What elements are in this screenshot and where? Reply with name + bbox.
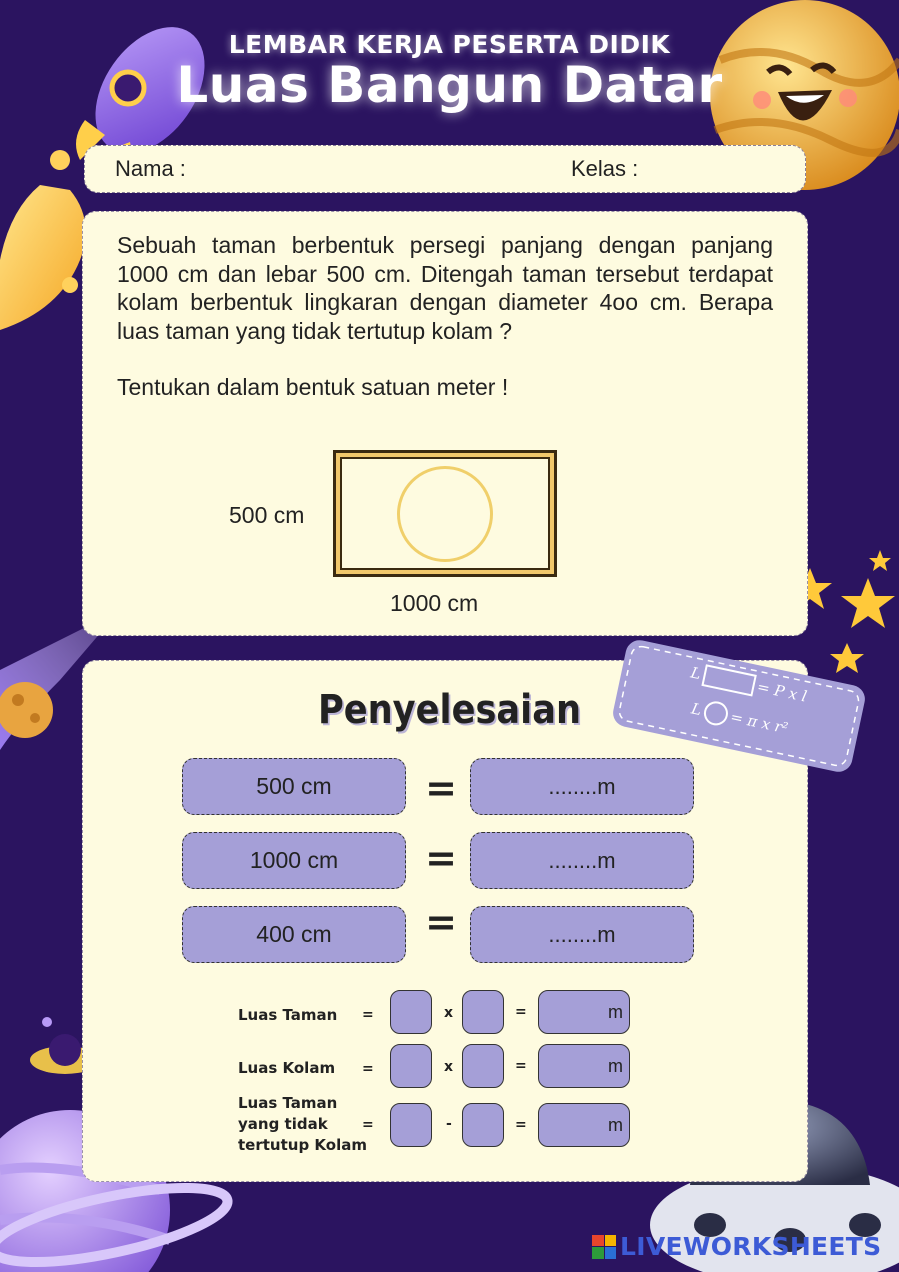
garden-area-unit: m <box>608 1001 623 1022</box>
conversion-answer-input-2[interactable] <box>470 832 694 889</box>
conversion-answer-text-3: ........m <box>548 921 616 947</box>
pond-circle <box>397 466 493 562</box>
uncovered-area-unit: m <box>608 1114 623 1135</box>
pond-area-result-input[interactable] <box>538 1044 630 1088</box>
watermark-text: LIVEWORKSHEETS <box>620 1232 882 1261</box>
rect-area-symbol: L <box>689 663 703 684</box>
uncovered-first-input[interactable] <box>390 1103 432 1147</box>
conversion-answer-text-2: ........m <box>548 847 616 873</box>
conversion-answer-input-3[interactable] <box>470 906 694 963</box>
calc-label-line-2: yang tidak <box>238 1115 328 1133</box>
liveworksheets-logo-icon <box>592 1235 616 1259</box>
problem-statement: Sebuah taman berbentuk persegi panjang dengan panjang 1000 cm dan lebar 500 cm. Ditengah taman tersebut terdapat kolam berbentuk lingkaran dengan diameter 4oo cm. Berapa luas taman yang tidak tertutup kolam ? <box>117 232 773 344</box>
calc-label-garden-area: Luas Taman <box>238 1006 338 1024</box>
calc-equals-4: = <box>515 1058 527 1074</box>
conversion-source-1: 500 cm <box>182 758 406 815</box>
calc-equals-5: = <box>362 1117 374 1133</box>
calc-operator-2: x <box>444 1059 454 1075</box>
garden-length-input[interactable] <box>390 990 432 1034</box>
uncovered-area-result-input[interactable] <box>538 1103 630 1147</box>
garden-area-result-input[interactable] <box>538 990 630 1034</box>
worksheet-subtitle: LEMBAR KERJA PESERTA DIDIK <box>228 30 671 59</box>
circle-icon <box>702 699 730 727</box>
calc-equals-6: = <box>515 1117 527 1133</box>
conversion-source-2: 1000 cm <box>182 832 406 889</box>
conversion-equals-1: = <box>425 766 457 810</box>
problem-instruction: Tentukan dalam bentuk satuan meter ! <box>117 374 509 400</box>
calc-equals-3: = <box>362 1061 374 1077</box>
calc-label-line-3: tertutup Kolam <box>238 1136 367 1154</box>
liveworksheets-watermark[interactable] <box>592 1232 881 1261</box>
calc-operator-3: - <box>446 1116 452 1132</box>
calc-operator-1: x <box>444 1005 454 1021</box>
circle-formula: = π x r² <box>728 707 790 738</box>
uncovered-second-input[interactable] <box>462 1103 504 1147</box>
pond-area-unit: m <box>608 1055 623 1076</box>
calc-equals-2: = <box>515 1004 527 1020</box>
solution-title: Penyelesaian <box>317 687 582 733</box>
pond-second-input[interactable] <box>462 1044 504 1088</box>
calc-label-pond-area: Luas Kolam <box>238 1059 336 1077</box>
conversion-equals-2: = <box>425 836 457 880</box>
conversion-equals-3: = <box>425 900 457 944</box>
conversion-source-3: 400 cm <box>182 906 406 963</box>
rect-formula: = P x l <box>755 677 809 706</box>
length-label: 1000 cm <box>390 590 479 616</box>
width-label: 500 cm <box>229 502 305 528</box>
worksheet-title: Luas Bangun Datar <box>176 56 723 114</box>
circle-area-symbol: L <box>689 699 704 720</box>
identity-bar <box>84 145 806 193</box>
pond-first-input[interactable] <box>390 1044 432 1088</box>
calc-label-line-1: Luas Taman <box>238 1094 338 1112</box>
class-label: Kelas : <box>571 156 639 181</box>
conversion-answer-input-1[interactable] <box>470 758 694 815</box>
conversion-answer-text-1: ........m <box>548 773 616 799</box>
calc-label-uncovered-area <box>238 1093 367 1156</box>
garden-width-input[interactable] <box>462 990 504 1034</box>
name-label: Nama : <box>115 156 186 181</box>
calc-equals-1: = <box>362 1007 374 1023</box>
